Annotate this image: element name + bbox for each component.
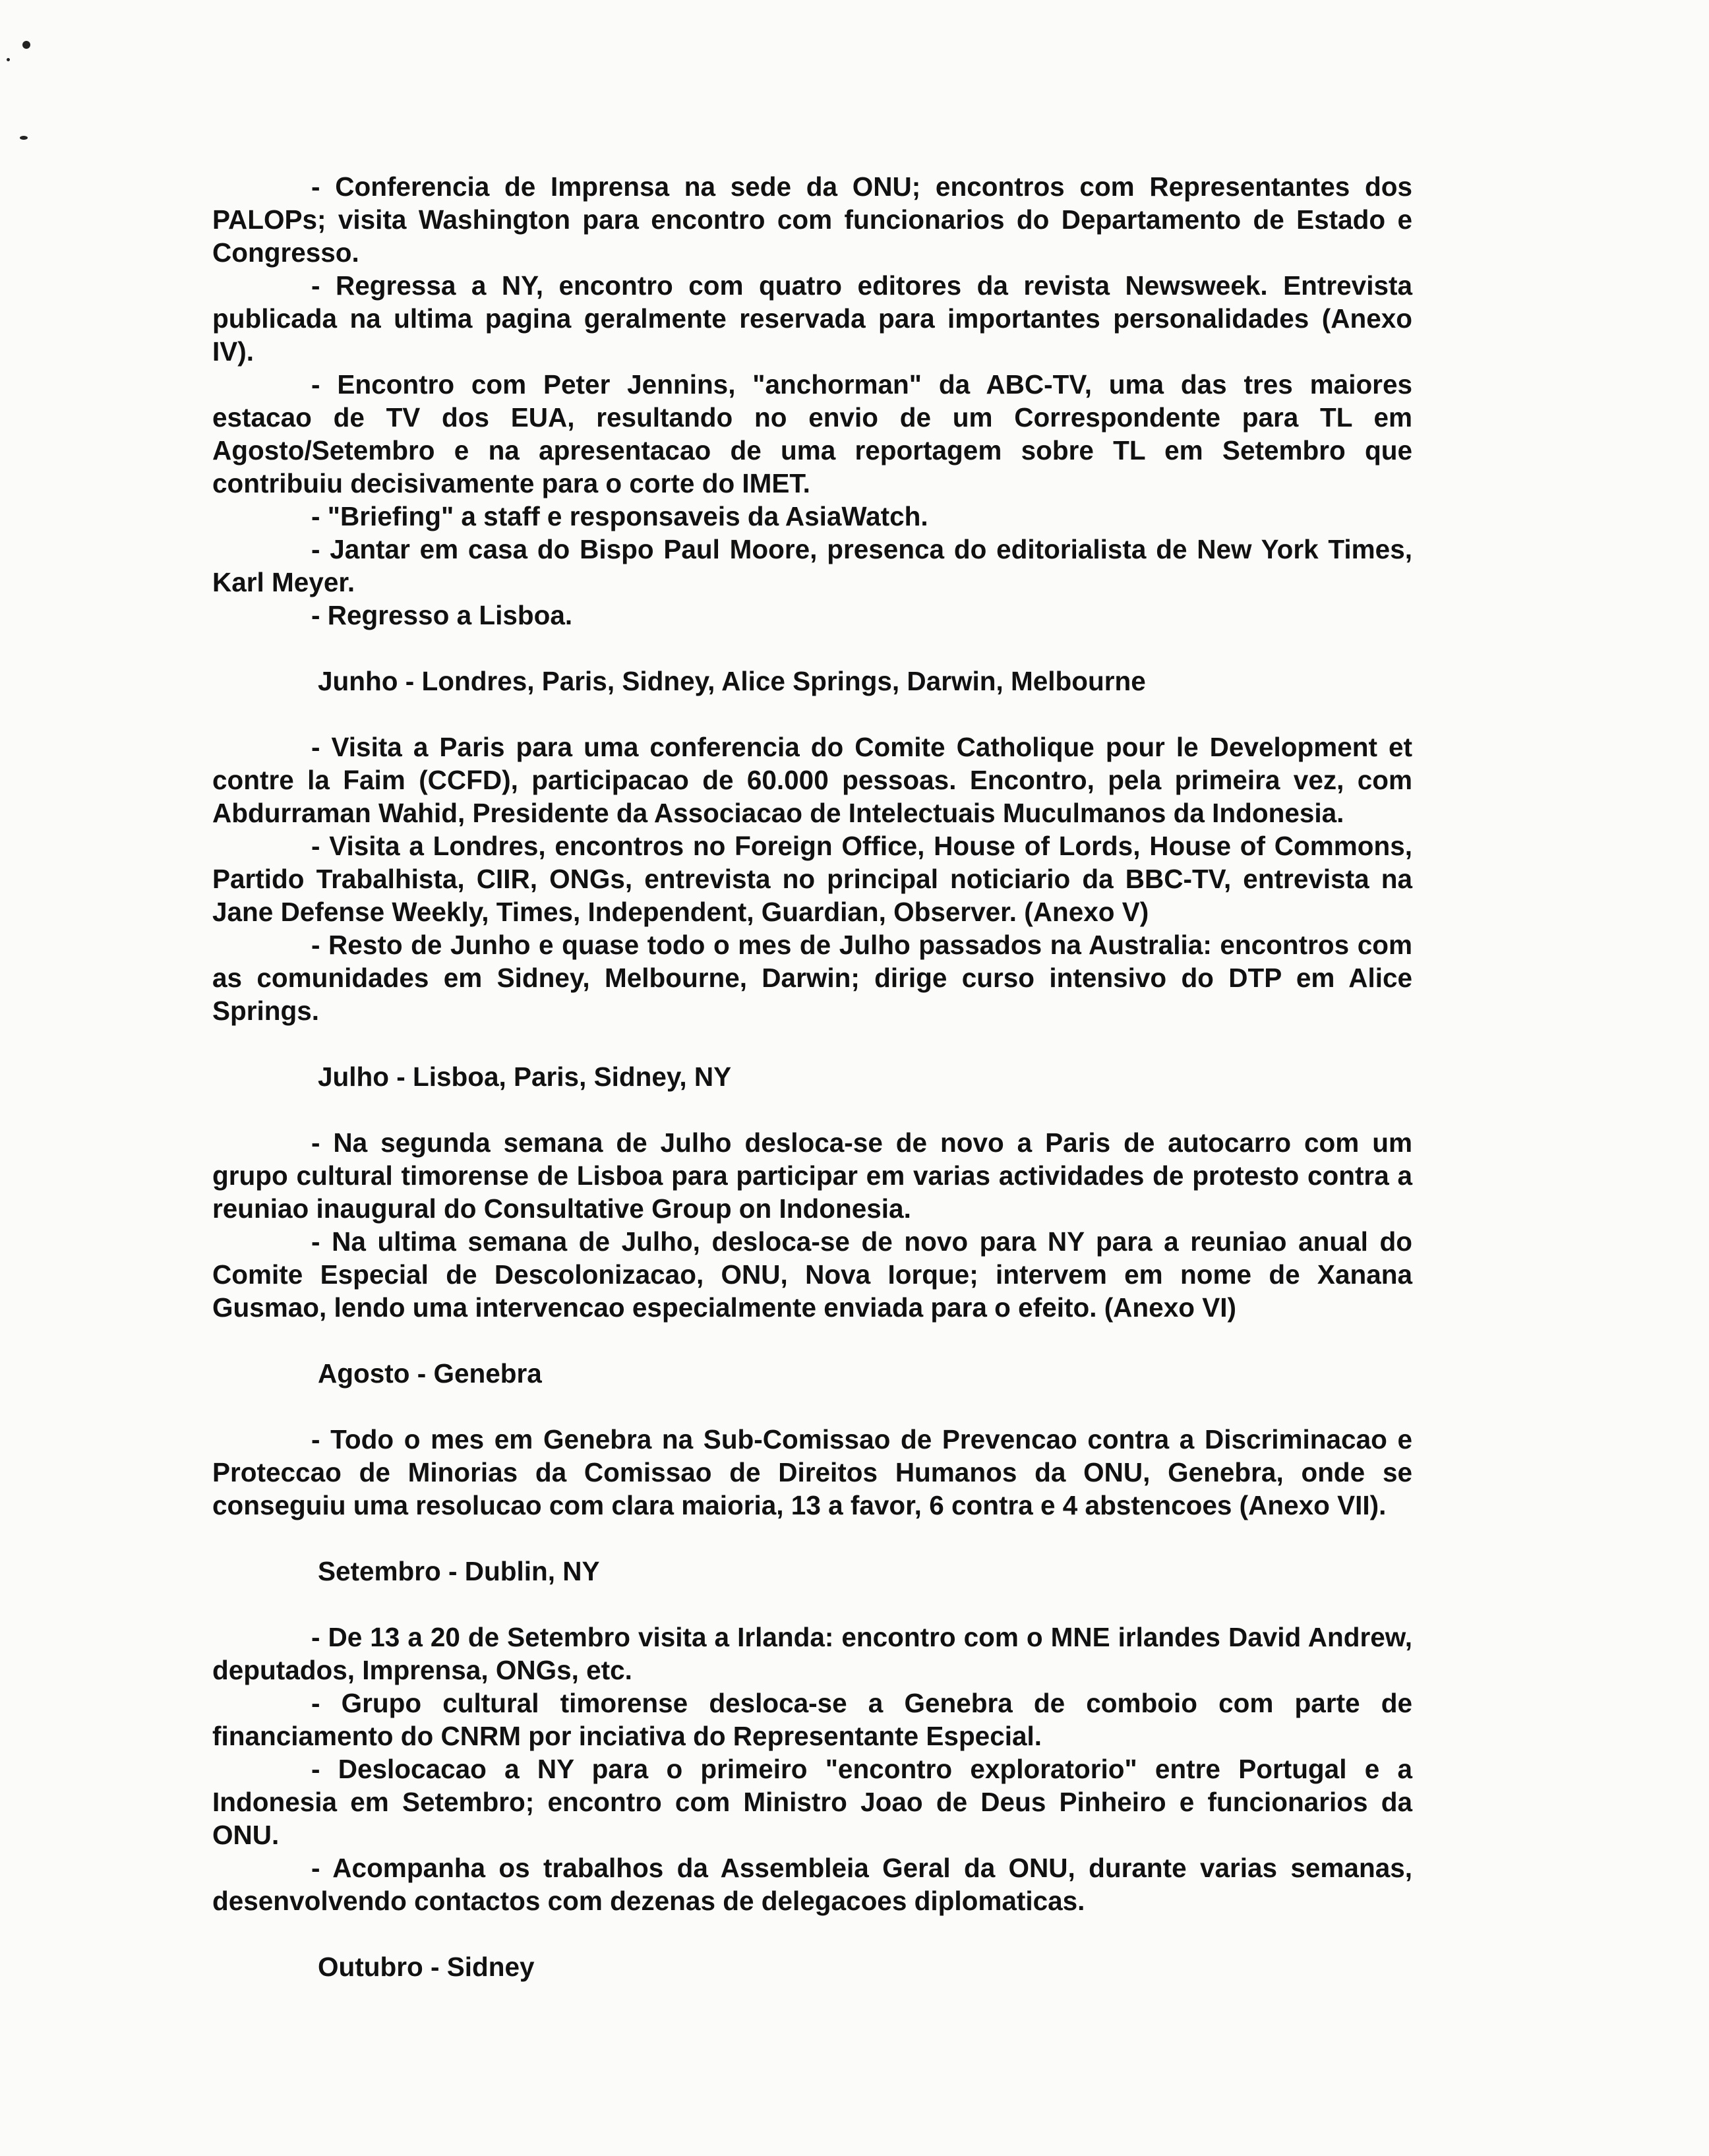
paragraph: - Resto de Junho e quase todo o mes de Julho passados na Australia: encontros com as comunidades em Sidney, Melbourne, Darwin; dirige curso intensivo do DTP em Alice Springs. [212, 930, 1412, 1026]
paragraph: - Acompanha os trabalhos da Assembleia Geral da ONU, durante varias semanas, desenvolvendo contactos com dezenas de delegacoes diplomaticas. [212, 1853, 1412, 1916]
paragraph: - "Briefing" a staff e responsaveis da AsiaWatch. [311, 501, 928, 531]
paragraph: - Visita a Paris para uma conferencia do Comite Catholique pour le Development et contre la Faim (CCFD), participacao de 60.000 pessoas. Encontro, pela primeira vez, com Abdurraman Wahid, Presidente da Associacao de Intelectuais Muculmanos da Indonesia. [212, 732, 1412, 828]
section-heading: Julho - Lisboa, Paris, Sidney, NY [318, 1062, 732, 1092]
paragraph: - Visita a Londres, encontros no Foreign Office, House of Lords, House of Commons, Partido Trabalhista, CIIR, ONGs, entrevista no principal noticiario da BBC-TV, entrevista na Jane Defense Weekly, Times, Independent, Guardian, Observer. (Anexo V) [212, 831, 1412, 927]
paragraph: - Na segunda semana de Julho desloca-se de novo a Paris de autocarro com um grupo cultural timorense de Lisboa para participar em varias actividades de protesto contra a reuniao inaugural do Consultative Group on Indonesia. [212, 1127, 1412, 1224]
section-heading: Outubro - Sidney [318, 1952, 535, 1982]
scan-speck [20, 136, 28, 140]
paragraph: - Deslocacao a NY para o primeiro "encontro exploratorio" entre Portugal e a Indonesia em Setembro; encontro com Ministro Joao de Deus Pinheiro e funcionarios da ONU. [212, 1754, 1412, 1850]
paragraph: - De 13 a 20 de Setembro visita a Irlanda: encontro com o MNE irlandes David Andrew, deputados, Imprensa, ONGs, etc. [212, 1622, 1412, 1685]
scan-speck [22, 41, 30, 49]
paragraph: - Regressa a NY, encontro com quatro editores da revista Newsweek. Entrevista publicada na ultima pagina geralmente reservada para importantes personalidades (Anexo IV). [212, 270, 1412, 367]
section-heading: Agosto - Genebra [318, 1358, 542, 1389]
paragraph: - Encontro com Peter Jennins, "anchorman" da ABC-TV, uma das tres maiores estacao de TV dos EUA, resultando no envio de um Correspondente para TL em Agosto/Setembro e na apresentacao de uma reportagem sobre TL em Setembro que contribuiu decisivamente para o corte do IMET. [212, 369, 1412, 498]
paragraph: - Jantar em casa do Bispo Paul Moore, presenca do editorialista de New York Times, Karl Meyer. [212, 534, 1412, 597]
section-heading: Setembro - Dublin, NY [318, 1556, 600, 1586]
paragraph: - Regresso a Lisboa. [311, 600, 573, 630]
paragraph: - Na ultima semana de Julho, desloca-se de novo para NY para a reuniao anual do Comite Especial de Descolonizacao, ONU, Nova Iorque; intervem em nome de Xanana Gusmao, lendo uma intervencao especialmente enviada para o efeito. (Anexo VI) [212, 1226, 1412, 1323]
paragraph: - Grupo cultural timorense desloca-se a Genebra de comboio com parte de financiamento do CNRM por inciativa do Representante Especial. [212, 1688, 1412, 1751]
paragraph: - Todo o mes em Genebra na Sub-Comissao de Prevencao contra a Discriminacao e Proteccao de Minorias da Comissao de Direitos Humanos da ONU, Genebra, onde se conseguiu uma resolucao com clara maioria, 13 a favor, 6 contra e 4 abstencoes (Anexo VII). [212, 1424, 1412, 1520]
scan-speck [7, 58, 10, 61]
document-body [212, 170, 1412, 1983]
section-heading: Junho - Londres, Paris, Sidney, Alice Springs, Darwin, Melbourne [318, 666, 1146, 696]
paragraph: - Conferencia de Imprensa na sede da ONU; encontros com Representantes dos PALOPs; visita Washington para encontro com funcionarios do Departamento de Estado e Congresso. [212, 171, 1412, 268]
